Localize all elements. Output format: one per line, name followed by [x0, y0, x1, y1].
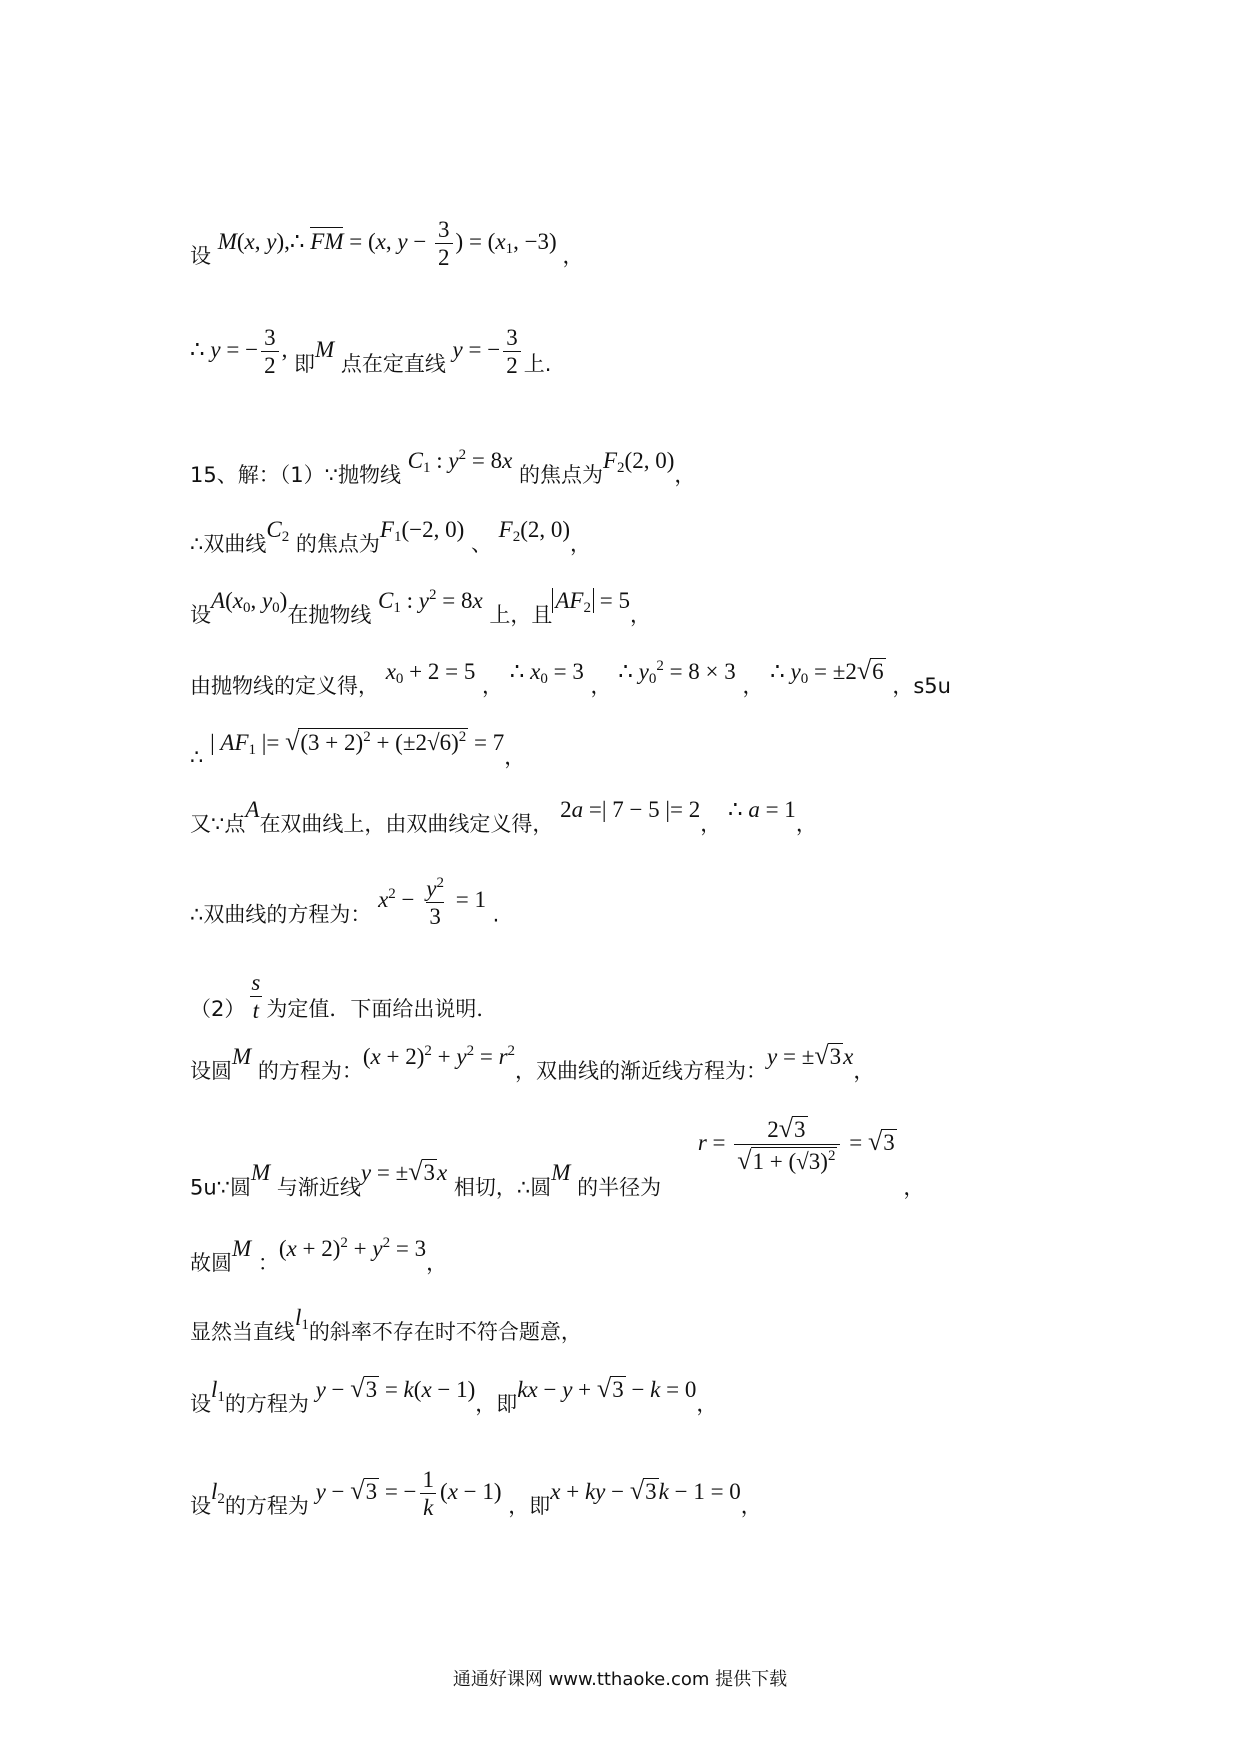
formula-asymptote-2: y = ± √ 3 x [360, 1157, 448, 1187]
symbol-c2: $C_2$ [266, 517, 290, 545]
text: 设 [190, 603, 211, 627]
text: ， [590, 674, 612, 699]
text: 、 [470, 532, 492, 556]
text: 的方程为 [224, 1493, 309, 1518]
line-6 [190, 656, 951, 701]
formula-x0-plus: $x_0 + 2 = 5$ [385, 659, 476, 688]
text: 点在定直线 [340, 351, 446, 376]
line-5 [190, 587, 651, 630]
formula-x0: ∴ $x_0 = 3$ [509, 659, 584, 688]
text: 的方程为 [224, 1392, 309, 1417]
text: 相切，∴圆 [453, 1175, 552, 1200]
text: 设圆 [190, 1059, 232, 1084]
text: ： [257, 1251, 279, 1275]
text: 设 [190, 243, 211, 268]
formula-l2-general: x + ky − √ 3 k − 1 = 0 [550, 1475, 741, 1505]
symbol-a: A [245, 797, 260, 822]
line-4 [190, 517, 592, 559]
formula-y-value: ∴ y = − $\frac{3}{2}$ , [190, 325, 288, 378]
text: ， [742, 674, 764, 699]
symbol-l2: $l_2$ [211, 1478, 225, 1507]
formula-parabola: $C_1$ : $y^2 = 8x$ [407, 447, 513, 476]
formula-focus: $F_2(2$, 0) [602, 448, 675, 476]
formula-l2-point-slope: y − √ 3 = − $\frac{1}{k}$ (x − 1) [315, 1467, 502, 1520]
text: ，即 [475, 1392, 518, 1417]
text: 15、解：（1）∵抛物线 [190, 463, 401, 487]
text: ，s5u [892, 674, 951, 699]
formula-point-a: $A(x_0$, $y_0$) [211, 588, 288, 616]
symbol-m: M [551, 1160, 571, 1186]
formula-parabola-2: $C_1$ : $y^2 = 8x$ [378, 587, 483, 616]
formula-radius: r = 2 √ 3 √ $1 + (√3)^2$ = √ 3 [697, 1114, 895, 1176]
formula-focus-1: $F_1(-2$, 0) [379, 517, 465, 545]
formula-hyperbola: $x^2$ − $\frac{y^2}{3}$ = 1 [378, 875, 486, 929]
symbol-m: M [232, 1044, 252, 1070]
text: 即 [294, 351, 315, 376]
text: （2） [190, 996, 246, 1021]
text: ，即 [508, 1493, 551, 1518]
text: ∴双曲线 [190, 532, 267, 556]
symbol-m: M [251, 1160, 271, 1186]
line-11 [190, 1041, 875, 1084]
text: 的半径为 [577, 1175, 662, 1200]
text: 在抛物线 [287, 603, 372, 627]
text: ， [795, 812, 817, 836]
line-15 [190, 1374, 718, 1419]
text: 上，且 [489, 603, 553, 627]
formula-circle: $(x + 2)^2 + y^2 = r^2$ [362, 1043, 516, 1070]
text: 的斜率不存在时不符合题意， [308, 1320, 582, 1344]
text: ， [629, 603, 651, 627]
text: ， [504, 745, 526, 770]
formula-y0: ∴ $y_0 = \pm 2$ √ 6 [770, 656, 884, 688]
line-13 [190, 1235, 448, 1275]
formula-af1: | $AF_1$ |= √ $(3 + 2)^2 + (\pm 2√6)^2$ = 7 [210, 727, 505, 759]
formula-asymptote: y = ± √ 3 x [767, 1041, 854, 1071]
text: ， [740, 1493, 762, 1518]
text: 设 [190, 1493, 211, 1518]
text: 上. [523, 351, 552, 376]
line-2 [190, 325, 552, 391]
page-footer: 通通好课网 www.tthaoke.com 提供下载 [452, 1669, 788, 1690]
formula-circle-m: $(x + 2)^2 + y^2 = 3$ [278, 1235, 427, 1261]
formula-af2: $AF_2 = 5$ [552, 588, 630, 613]
formula-s-over-t: $\frac{s}{t}$ [251, 970, 261, 1023]
text: ， [700, 812, 722, 836]
line-3 [190, 447, 696, 490]
text: ∴ [190, 745, 204, 770]
formula-2a: 2a =| 7 − 5 |= 2 [560, 797, 701, 822]
text: 的焦点为 [518, 463, 603, 487]
line-14 [190, 1305, 582, 1347]
line-10 [190, 970, 498, 1036]
text: ， [570, 532, 592, 556]
line-12 [190, 1114, 925, 1218]
symbol-l1: $l_1$ [211, 1377, 225, 1406]
text: . [492, 902, 500, 927]
text: ， [482, 674, 504, 699]
formula-l1-general: kx − y + √ 3 − k = 0 [517, 1374, 697, 1404]
formula-a: ∴ a = 1 [727, 797, 796, 822]
text: 显然当直线 [190, 1320, 295, 1344]
text: 在双曲线上，由双曲线定义得， [259, 812, 554, 836]
text: 的方程为： [257, 1059, 363, 1084]
formula-fm-vector: M(x, y),∴ FM = (x, y − $\frac{3}{2}$ ) = ($x_1$, −3) [217, 217, 563, 270]
text: ， [853, 1059, 875, 1084]
text: ， [674, 463, 696, 487]
text: 5u∵圆 [190, 1175, 252, 1200]
text: ，双曲线的渐近线方程为： [515, 1059, 768, 1084]
text: 又∵点 [190, 812, 246, 836]
text: ， [426, 1251, 448, 1275]
formula-y0-squared: ∴ $y_0^2 = 8 \times 3$ [618, 658, 736, 688]
text: 故圆 [190, 1251, 232, 1275]
line-8 [190, 797, 817, 836]
text: 的焦点为 [295, 532, 380, 556]
text: ， [562, 243, 584, 268]
text: 设 [190, 1392, 211, 1417]
text: ∴双曲线的方程为： [190, 902, 372, 927]
line-1 [190, 217, 584, 283]
text: 由抛物线的定义得， [190, 674, 379, 699]
formula-focus-2: $F_2(2$, 0) [498, 517, 571, 545]
symbol-l1: $l_1$ [295, 1305, 309, 1333]
symbol-m: M [315, 336, 335, 362]
text: 与渐近线 [276, 1175, 361, 1200]
line-16 [190, 1467, 762, 1533]
text: ， [903, 1175, 925, 1200]
text: 为定值．下面给出说明． [266, 996, 498, 1021]
symbol-m: M [232, 1236, 252, 1261]
text: ， [696, 1392, 718, 1417]
formula-l1-point-slope: y − √ 3 = k(x − 1) [315, 1374, 476, 1404]
line-7 [190, 727, 526, 772]
formula-fixed-line: y = − $\frac{3}{2}$ [453, 337, 524, 362]
line-9 [190, 875, 500, 942]
